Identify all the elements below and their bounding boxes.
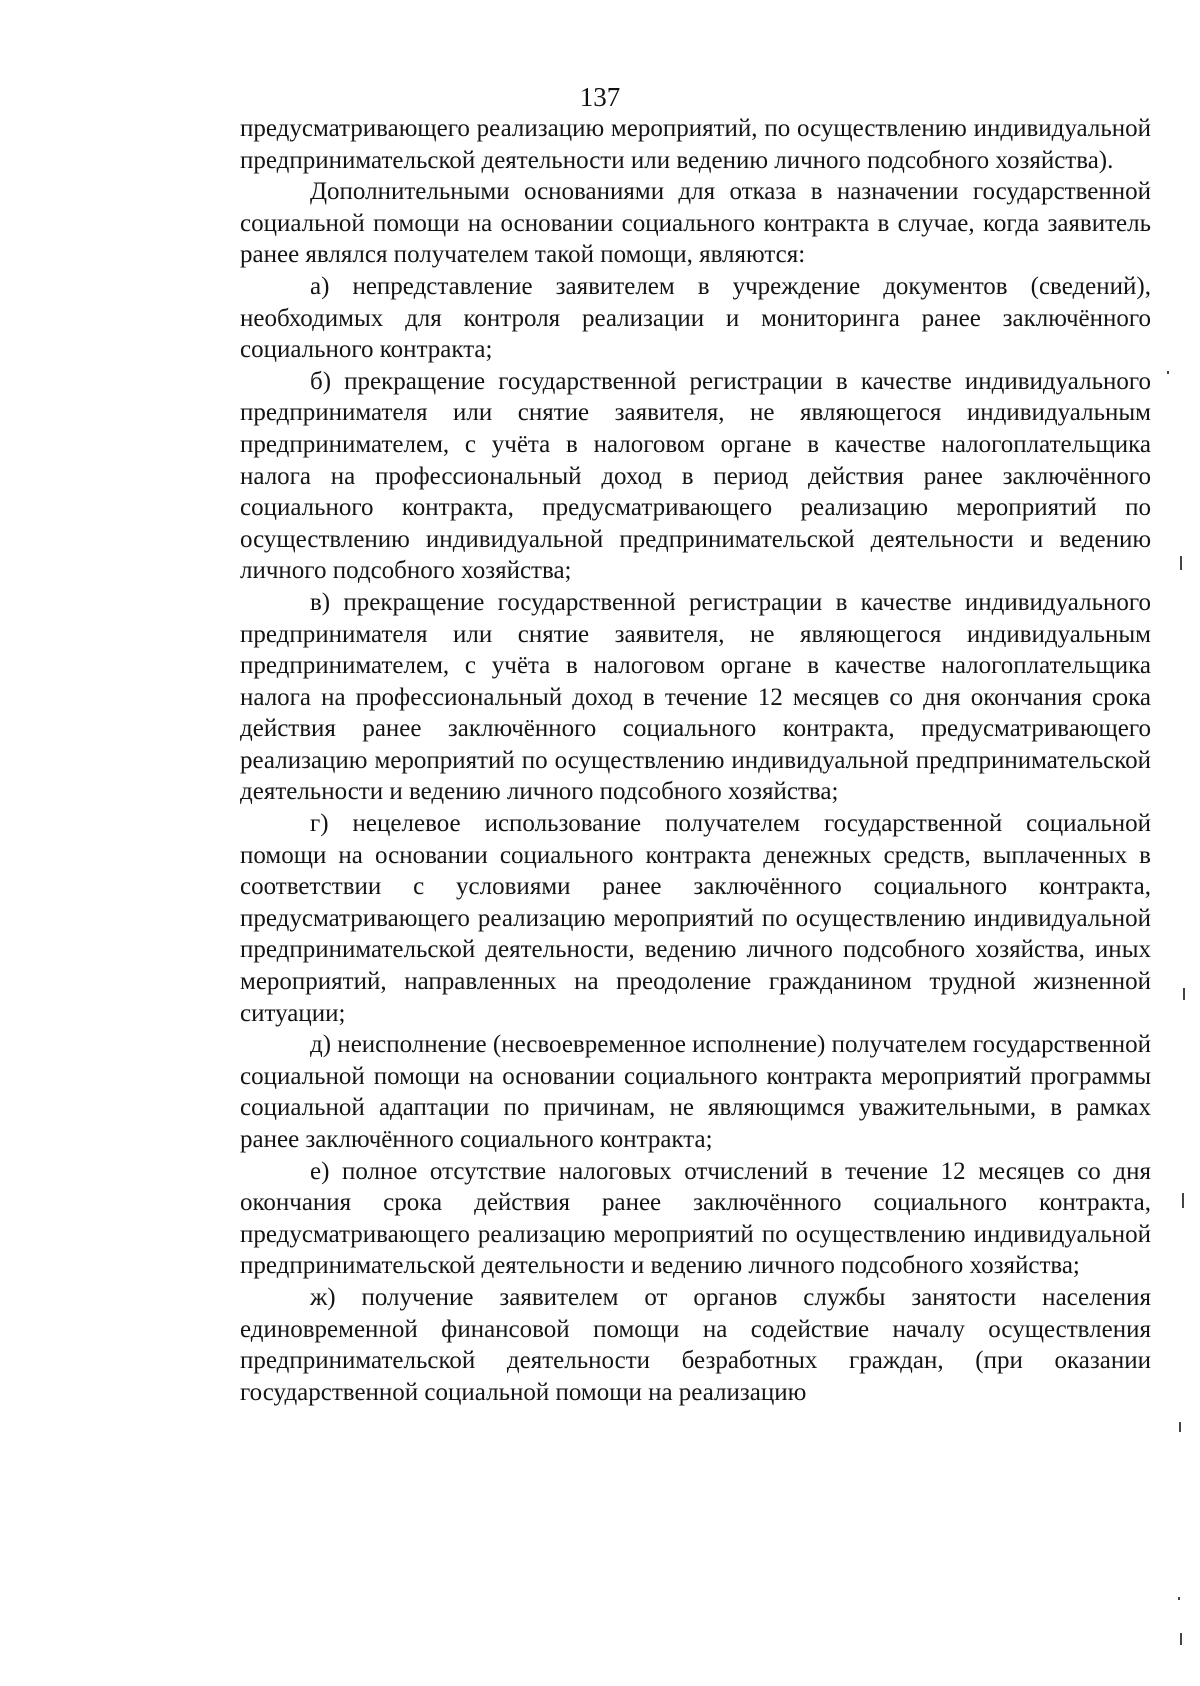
paragraph-item-e: е) полное отсутствие налоговых отчислений в течение 12 месяцев со дня окончания срока действия ранее заключённого социального контракта, предусматривающего реализацию мероприятий по осуществлению индивидуальной предпринимательской деятельности и ведению личного подсобного хозяйства;	[240, 1157, 1151, 1280]
paragraph-continuation: предусматривающего реализацию мероприятий, по осуществлению индивидуальной предпринимательской деятельности или ведению личного подсобного хозяйства).	[240, 115, 1151, 174]
paragraph-item-g: г) нецелевое использование получателем государственной социальной помощи на основании социального контракта денежных средств, выплаченных в соответствии с условиями ранее заключённого социального контракта, предусматривающего реализацию мероприятий по осуществлению индивидуальной предпринимательской деятельности, ведению личного подсобного хозяйства, иных мероприятий, направленных на преодоление гражданином трудной жизненной ситуации;	[240, 810, 1151, 1027]
page-number: 137	[579, 82, 621, 112]
scan-artifact	[1182, 1193, 1184, 1208]
scan-artifact	[1167, 371, 1169, 374]
paragraph-intro: Дополнительными основаниями для отказа в назначении государственной социальной помощи на основании социального контракта в случае, когда заявитель ранее являлся получателем такой помощи, являются:	[240, 178, 1151, 269]
paragraph-item-v: в) прекращение государственной регистрации в качестве индивидуального предпринимателя или снятие заявителя, не являющегося индивидуальным предпринимателем, с учёта в налоговом органе в качестве налогоплательщика налога на профессиональный доход в течение 12 месяцев со дня окончания срока действия ранее заключённого социального контракта, предусматривающего реализацию мероприятий по осуществлению индивидуальной предпринимательской деятельности и ведению личного подсобного хозяйства;	[240, 588, 1151, 806]
paragraph-item-b: б) прекращение государственной регистрации в качестве индивидуального предпринимателя или снятие заявителя, не являющегося индивидуальным предпринимателем, с учёта в налоговом органе в качестве налогоплательщика налога на профессиональный доход в период действия ранее заключённого социального контракта, предусматривающего реализацию мероприятий по осуществлению индивидуальной предпринимательской деятельности и ведению личного подсобного хозяйства;	[240, 367, 1151, 585]
paragraph-item-zh: ж) получение заявителем от органов службы занятости населения единовременной финансовой помощи на содействие началу осуществления предпринимательской деятельности безработных граждан, (при оказании государственной социальной помощи на реализацию	[240, 1283, 1151, 1406]
scan-artifact	[1178, 1597, 1180, 1600]
scan-artifact	[1183, 988, 1185, 1000]
document-body	[240, 113, 1151, 1408]
scan-artifact	[1179, 1422, 1181, 1432]
paragraph-item-d: д) неисполнение (несвоевременное исполнение) получателем государственной социальной помощи на основании социального контракта мероприятий программы социальной адаптации по причинам, не являющимся уважительными, в рамках ранее заключённого социального контракта;	[240, 1031, 1151, 1153]
scan-artifact	[1180, 1633, 1182, 1645]
paragraph-item-a: а) непредставление заявителем в учреждение документов (сведений), необходимых для контроля реализации и мониторинга ранее заключённого социального контракта;	[240, 272, 1151, 364]
scan-artifact	[1180, 556, 1182, 570]
